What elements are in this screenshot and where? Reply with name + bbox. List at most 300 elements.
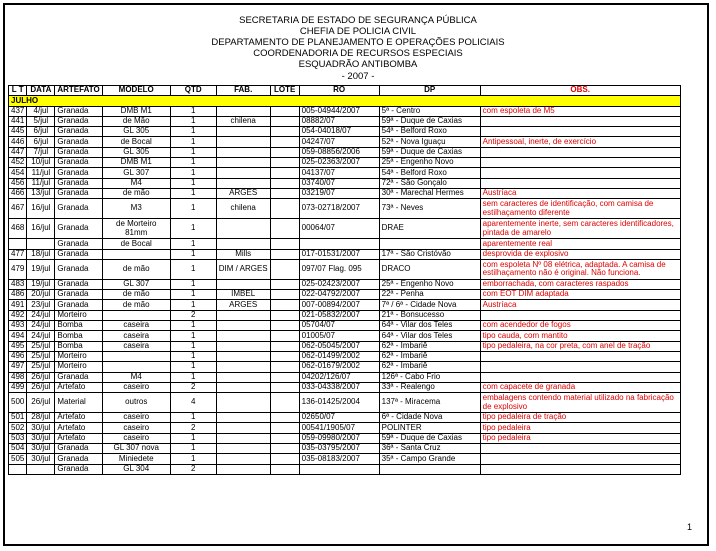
table-cell: 18/jul: [27, 249, 55, 259]
table-cell: [379, 464, 480, 474]
table-cell: [270, 147, 299, 157]
table-cell: [299, 464, 379, 474]
column-header: ARTEFATO: [55, 86, 102, 96]
table-cell: 441: [9, 116, 27, 126]
table-cell: [270, 127, 299, 137]
table-cell: [270, 454, 299, 464]
table-cell: 11/jul: [27, 168, 55, 178]
table-cell: GL 307: [102, 279, 170, 289]
table-cell: [9, 239, 27, 249]
table-cell: com capacete de granada: [480, 382, 680, 392]
table-cell: 035-03795/2007: [299, 444, 379, 454]
table-cell: M4: [102, 178, 170, 188]
table-row: [9, 341, 681, 351]
table-cell: outros: [102, 393, 170, 413]
table-cell: 494: [9, 331, 27, 341]
table-cell: 72ª - São Gonçalo: [379, 178, 480, 188]
table-cell: 03219/07: [299, 188, 379, 198]
table-cell: GL 307: [102, 168, 170, 178]
table-cell: 1: [170, 178, 216, 188]
table-row: [9, 433, 681, 443]
table-row: [9, 259, 681, 279]
table-cell: chilena: [216, 199, 270, 219]
table-cell: Antipessoal, inerte, de exercício: [480, 137, 680, 147]
table-cell: com espoleta de M5: [480, 106, 680, 116]
table-cell: 04202/126/07: [299, 372, 379, 382]
table-cell: Granada: [55, 444, 102, 454]
table-cell: 445: [9, 127, 27, 137]
table-cell: 24/jul: [27, 331, 55, 341]
table-cell: 1: [170, 239, 216, 249]
table-cell: 456: [9, 178, 27, 188]
table-cell: [216, 382, 270, 392]
table-row: [9, 413, 681, 423]
table-cell: 00541/1905/07: [299, 423, 379, 433]
table-cell: Austríaca: [480, 188, 680, 198]
table-cell: [216, 106, 270, 116]
table-cell: [270, 259, 299, 279]
table-cell: 2: [170, 382, 216, 392]
table-cell: [216, 239, 270, 249]
table-row: [9, 454, 681, 464]
table-cell: Granada: [55, 279, 102, 289]
table-row: [9, 116, 681, 126]
table-cell: [270, 341, 299, 351]
table-cell: 1: [170, 116, 216, 126]
table-cell: [216, 464, 270, 474]
table-cell: 19/jul: [27, 279, 55, 289]
table-cell: embalagens contendo material utilizado na fabricação de explosivo: [480, 393, 680, 413]
table-cell: 447: [9, 147, 27, 157]
table-cell: 59ª - Duque de Caxias: [379, 433, 480, 443]
table-cell: Granada: [55, 454, 102, 464]
table-cell: 1: [170, 362, 216, 372]
table-cell: tipo cauda, com mantito: [480, 331, 680, 341]
table-row: [9, 249, 681, 259]
table-cell: tipo pedaleira: [480, 423, 680, 433]
table-cell: de Bocal: [102, 137, 170, 147]
table-cell: DMB M1: [102, 106, 170, 116]
table-cell: de Morteiro 81mm: [102, 219, 170, 239]
table-cell: caseiro: [102, 382, 170, 392]
report-table: [8, 85, 681, 475]
table-cell: 62ª - Imbariê: [379, 341, 480, 351]
table-cell: GL 304: [102, 464, 170, 474]
table-cell: 477: [9, 249, 27, 259]
table-cell: 73ª - Neves: [379, 199, 480, 219]
table-cell: 03740/07: [299, 178, 379, 188]
table-cell: 497: [9, 362, 27, 372]
table-cell: Granada: [55, 127, 102, 137]
table-cell: 05704/07: [299, 321, 379, 331]
table-cell: [270, 351, 299, 361]
table-row: [9, 127, 681, 137]
table-row: [9, 382, 681, 392]
table-cell: [270, 178, 299, 188]
table-cell: 25/jul: [27, 341, 55, 351]
table-cell: [27, 464, 55, 474]
table-cell: 035-08183/2007: [299, 454, 379, 464]
table-cell: 025-02363/2007: [299, 158, 379, 168]
table-cell: 6/jul: [27, 127, 55, 137]
table-cell: 26/jul: [27, 382, 55, 392]
table-cell: 021-05832/2007: [299, 310, 379, 320]
table-cell: 059-09980/2007: [299, 433, 379, 443]
table-cell: 02650/07: [299, 413, 379, 423]
table-cell: [270, 393, 299, 413]
header-line-4: COORDENADORIA DE RECURSOS ESPECIAIS: [253, 48, 463, 59]
table-cell: 1: [170, 249, 216, 259]
header-line-5: ESQUADRÃO ANTIBOMBA: [298, 59, 418, 70]
table-cell: 1: [170, 331, 216, 341]
table-cell: 24/jul: [27, 321, 55, 331]
table-cell: 498: [9, 372, 27, 382]
table-cell: [102, 310, 170, 320]
table-cell: sem caracteres de identificação, com camisa de estilhaçamento diferente: [480, 199, 680, 219]
table-cell: Granada: [55, 106, 102, 116]
table-cell: Granada: [55, 188, 102, 198]
table-cell: [216, 321, 270, 331]
table-cell: de mão: [102, 259, 170, 279]
table-cell: 33ª - Realengo: [379, 382, 480, 392]
header-line-3: DEPARTAMENTO DE PLANEJAMENTO E OPERAÇÕES POLICIAIS: [211, 37, 505, 48]
column-header: LOTE: [270, 86, 299, 96]
table-cell: 59ª - Duque de Caxias: [379, 116, 480, 126]
table-cell: [270, 321, 299, 331]
table-cell: [216, 362, 270, 372]
table-cell: [270, 158, 299, 168]
table-cell: 467: [9, 199, 27, 219]
table-row: [9, 158, 681, 168]
table-cell: [102, 249, 170, 259]
table-cell: 097/07 Flag. 095: [299, 259, 379, 279]
table-cell: caseiro: [102, 423, 170, 433]
table-cell: DMB M1: [102, 158, 170, 168]
table-cell: [270, 219, 299, 239]
table-cell: 1: [170, 454, 216, 464]
page-number: 1: [686, 522, 692, 532]
table-cell: 25/jul: [27, 362, 55, 372]
table-cell: 7/jul: [27, 147, 55, 157]
table-cell: [216, 219, 270, 239]
table-cell: 01005/07: [299, 331, 379, 341]
table-cell: 062-01679/2002: [299, 362, 379, 372]
table-cell: 479: [9, 259, 27, 279]
table-cell: 502: [9, 423, 27, 433]
table-cell: 4: [170, 393, 216, 413]
table-row: [9, 423, 681, 433]
table-cell: Material: [55, 393, 102, 413]
month-label: JULHO: [9, 96, 681, 106]
table-cell: [480, 444, 680, 454]
table-cell: [216, 158, 270, 168]
table-cell: caseiro: [102, 433, 170, 443]
table-cell: [270, 290, 299, 300]
table-cell: com espoleta Nº 08 elétrica, adaptada. A camisa de estilhaçamento não é original. Não funciona.: [480, 259, 680, 279]
table-cell: [379, 239, 480, 249]
table-cell: 1: [170, 341, 216, 351]
table-header-row: [9, 86, 681, 96]
table-row: [9, 188, 681, 198]
table-cell: de Bocal: [102, 239, 170, 249]
table-cell: 137ª - Miracema: [379, 393, 480, 413]
table-cell: [216, 137, 270, 147]
table-cell: 25ª - Engenho Novo: [379, 279, 480, 289]
table-cell: 499: [9, 382, 27, 392]
table-cell: de mão: [102, 290, 170, 300]
table-cell: 1: [170, 433, 216, 443]
table-cell: Granada: [55, 464, 102, 474]
table-cell: [480, 127, 680, 137]
table-cell: Miniedete: [102, 454, 170, 464]
table-cell: 500: [9, 393, 27, 413]
table-cell: caseira: [102, 331, 170, 341]
table-cell: 1: [170, 158, 216, 168]
table-cell: 491: [9, 300, 27, 310]
table-cell: 08882/07: [299, 116, 379, 126]
table-cell: [102, 362, 170, 372]
table-cell: 64ª - Vilar dos Teles: [379, 321, 480, 331]
table-cell: [270, 106, 299, 116]
table-row: [9, 106, 681, 116]
table-cell: 25ª - Engenho Novo: [379, 158, 480, 168]
table-cell: 26/jul: [27, 393, 55, 413]
table-cell: 30/jul: [27, 423, 55, 433]
table-cell: DRAE: [379, 219, 480, 239]
header-line-1: SECRETARIA DE ESTADO DE SEGURANÇA PÚBLICA: [239, 15, 477, 26]
table-cell: Granada: [55, 239, 102, 249]
table-cell: 1: [170, 137, 216, 147]
table-cell: [270, 362, 299, 372]
table-cell: 30/jul: [27, 433, 55, 443]
table-cell: [216, 444, 270, 454]
table-cell: [216, 279, 270, 289]
table-cell: 64ª - Vilar dos Teles: [379, 331, 480, 341]
table-cell: [480, 158, 680, 168]
header-line-2: CHEFIA DE POLICIA CIVIL: [299, 26, 417, 37]
table-cell: 13/jul: [27, 188, 55, 198]
table-row: [9, 279, 681, 289]
table-cell: 2: [170, 464, 216, 474]
table-cell: [270, 423, 299, 433]
table-cell: 1: [170, 259, 216, 279]
table-cell: Artefato: [55, 413, 102, 423]
table-cell: [9, 464, 27, 474]
table-cell: 1: [170, 168, 216, 178]
table-cell: 04137/07: [299, 168, 379, 178]
column-header: OBS.: [480, 86, 680, 96]
table-cell: Granada: [55, 116, 102, 126]
table-cell: 493: [9, 321, 27, 331]
table-cell: [216, 393, 270, 413]
table-cell: 35ª - Campo Grande: [379, 454, 480, 464]
table-cell: 2: [170, 423, 216, 433]
table-cell: [216, 454, 270, 464]
table-cell: 059-08856/2006: [299, 147, 379, 157]
column-header: FAB.: [216, 86, 270, 96]
table-cell: [480, 362, 680, 372]
table-cell: 24/jul: [27, 310, 55, 320]
table-cell: 62ª - Imbariê: [379, 362, 480, 372]
table-cell: Mills: [216, 249, 270, 259]
table-cell: 007-00894/2007: [299, 300, 379, 310]
table-cell: tipo pedaleira: [480, 433, 680, 443]
table-row: [9, 178, 681, 188]
table-cell: com EOT DIM adaptada: [480, 290, 680, 300]
table-cell: 10/jul: [27, 158, 55, 168]
column-header: DP: [379, 86, 480, 96]
table-cell: 1: [170, 199, 216, 219]
table-cell: 5ª - Centro: [379, 106, 480, 116]
table-cell: Morteiro: [55, 362, 102, 372]
table-cell: [480, 310, 680, 320]
table-cell: [480, 454, 680, 464]
table-row: [9, 393, 681, 413]
table-cell: 21ª - Bonsucesso: [379, 310, 480, 320]
table-cell: Bomba: [55, 321, 102, 331]
table-cell: 062-05045/2007: [299, 341, 379, 351]
table-cell: de Mão: [102, 116, 170, 126]
table-cell: Granada: [55, 219, 102, 239]
table-cell: chilena: [216, 116, 270, 126]
table-cell: caseira: [102, 341, 170, 351]
table-cell: [270, 168, 299, 178]
table-cell: Granada: [55, 249, 102, 259]
table-cell: [270, 372, 299, 382]
table-cell: 501: [9, 413, 27, 423]
table-cell: Bomba: [55, 341, 102, 351]
table-cell: 454: [9, 168, 27, 178]
table-cell: [299, 239, 379, 249]
table-cell: [27, 239, 55, 249]
table-cell: 1: [170, 188, 216, 198]
table-cell: Artefato: [55, 423, 102, 433]
table-cell: 11/jul: [27, 178, 55, 188]
table-cell: Granada: [55, 178, 102, 188]
table-cell: Granada: [55, 300, 102, 310]
table-cell: 505: [9, 454, 27, 464]
table-cell: desprovida de explosivo: [480, 249, 680, 259]
table-cell: 54ª - Belford Roxo: [379, 127, 480, 137]
column-header: RO: [299, 86, 379, 96]
table-cell: [216, 423, 270, 433]
table-cell: com acendedor de fogos: [480, 321, 680, 331]
table-cell: 36ª - Santa Cruz: [379, 444, 480, 454]
table-row: [9, 239, 681, 249]
table-cell: M4: [102, 372, 170, 382]
table-cell: 126ª - Cabo Frio: [379, 372, 480, 382]
table-cell: M3: [102, 199, 170, 219]
table-cell: [216, 372, 270, 382]
table-row: [9, 444, 681, 454]
table-cell: caseiro: [102, 413, 170, 423]
table-cell: [270, 188, 299, 198]
table-cell: [270, 137, 299, 147]
table-cell: [216, 341, 270, 351]
table-cell: 495: [9, 341, 27, 351]
table-cell: 6/jul: [27, 137, 55, 147]
table-cell: 26/jul: [27, 372, 55, 382]
table-cell: 54ª - Belford Roxo: [379, 168, 480, 178]
table-cell: [270, 433, 299, 443]
table-cell: aparentemente inerte, sem caracteres identificadores, pintada de amarelo: [480, 219, 680, 239]
table-cell: [270, 249, 299, 259]
table-cell: Artefato: [55, 382, 102, 392]
table-cell: 20/jul: [27, 290, 55, 300]
table-cell: 30/jul: [27, 454, 55, 464]
table-cell: 23/jul: [27, 300, 55, 310]
table-cell: [480, 464, 680, 474]
table-cell: 504: [9, 444, 27, 454]
table-cell: [216, 178, 270, 188]
table-cell: [480, 147, 680, 157]
table-cell: de mão: [102, 188, 170, 198]
table-row: [9, 137, 681, 147]
table-cell: de mão: [102, 300, 170, 310]
table-row: [9, 372, 681, 382]
table-cell: [270, 116, 299, 126]
table-cell: [480, 116, 680, 126]
table-cell: 017-01531/2007: [299, 249, 379, 259]
table-cell: aparentemente real: [480, 239, 680, 249]
table-cell: [270, 382, 299, 392]
table-cell: 1: [170, 372, 216, 382]
table-cell: [216, 433, 270, 443]
table-cell: 1: [170, 147, 216, 157]
table-cell: 22ª - Penha: [379, 290, 480, 300]
column-header: QTD: [170, 86, 216, 96]
table-cell: 486: [9, 290, 27, 300]
table-cell: 1: [170, 351, 216, 361]
table-cell: 30ª - Marechal Hermes: [379, 188, 480, 198]
table-row: [9, 464, 681, 474]
table-cell: 1: [170, 219, 216, 239]
table-cell: [216, 310, 270, 320]
table-cell: 1: [170, 106, 216, 116]
table-row: [9, 300, 681, 310]
table-cell: DRACO: [379, 259, 480, 279]
table-cell: 452: [9, 158, 27, 168]
table-cell: Granada: [55, 137, 102, 147]
table-cell: 033-04338/2007: [299, 382, 379, 392]
table-cell: Granada: [55, 372, 102, 382]
table-cell: Morteiro: [55, 351, 102, 361]
table-cell: [102, 351, 170, 361]
table-cell: 1: [170, 300, 216, 310]
table-cell: [216, 331, 270, 341]
table-cell: 5/jul: [27, 116, 55, 126]
table-row: [9, 331, 681, 341]
table-cell: Austríaca: [480, 300, 680, 310]
table-cell: tipo pedaleira de tração: [480, 413, 680, 423]
table-cell: 062-01499/2002: [299, 351, 379, 361]
table-cell: 16/jul: [27, 219, 55, 239]
table-cell: GL 305: [102, 127, 170, 137]
table-cell: 005-04944/2007: [299, 106, 379, 116]
table-cell: 6ª - Cidade Nova: [379, 413, 480, 423]
table-cell: 022-04792/2007: [299, 290, 379, 300]
table-cell: [480, 372, 680, 382]
table-row: [9, 310, 681, 320]
table-cell: 00064/07: [299, 219, 379, 239]
table-cell: [270, 413, 299, 423]
table-cell: Granada: [55, 158, 102, 168]
table-cell: [216, 147, 270, 157]
table-cell: emborrachada, com caracteres raspados: [480, 279, 680, 289]
table-cell: 62ª - Imbariê: [379, 351, 480, 361]
table-cell: Granada: [55, 199, 102, 219]
table-cell: Morteiro: [55, 310, 102, 320]
